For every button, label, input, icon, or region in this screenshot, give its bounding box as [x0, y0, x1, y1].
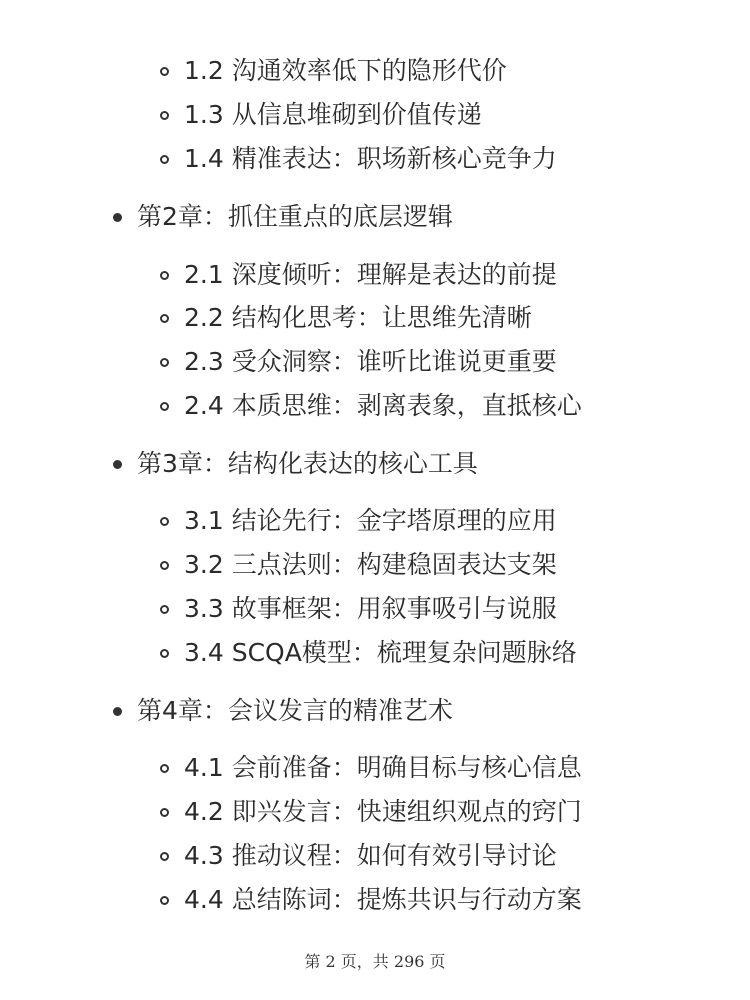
toc-item-4-1 — [160, 753, 582, 783]
toc-item-label: 1.2 沟通效率低下的隐形代价 — [184, 56, 507, 85]
toc-item-1-4 — [160, 144, 557, 174]
hollow-bullet-icon — [160, 517, 169, 526]
toc-item-4-2 — [160, 797, 582, 827]
toc-chapter-2 — [113, 202, 453, 232]
toc-item-4-3 — [160, 841, 557, 871]
hollow-bullet-icon — [160, 649, 169, 658]
hollow-bullet-icon — [160, 808, 169, 817]
toc-item-label: 2.1 深度倾听：理解是表达的前提 — [184, 260, 557, 289]
toc-item-label: 3.1 结论先行：金字塔原理的应用 — [184, 506, 557, 535]
toc-item-1-2 — [160, 56, 507, 86]
hollow-bullet-icon — [160, 896, 169, 905]
hollow-bullet-icon — [160, 314, 169, 323]
page-number-footer: 第 2 页，共 296 页 — [304, 952, 446, 971]
toc-item-label: 4.4 总结陈词：提炼共识与行动方案 — [184, 885, 582, 914]
toc-item-2-3 — [160, 347, 557, 377]
toc-item-label: 2.3 受众洞察：谁听比谁说更重要 — [184, 347, 557, 376]
toc-item-3-4 — [160, 638, 577, 668]
toc-item-3-1 — [160, 506, 557, 536]
toc-chapter-label: 第2章：抓住重点的底层逻辑 — [137, 202, 453, 231]
hollow-bullet-icon — [160, 764, 169, 773]
toc-item-4-4 — [160, 885, 582, 915]
hollow-bullet-icon — [160, 67, 169, 76]
toc-item-label: 2.4 本质思维：剥离表象，直抵核心 — [184, 391, 582, 420]
toc-item-label: 1.3 从信息堆砌到价值传递 — [184, 100, 482, 129]
toc-item-2-2 — [160, 303, 532, 333]
toc-item-label: 1.4 精准表达：职场新核心竞争力 — [184, 144, 557, 173]
toc-item-2-1 — [160, 260, 557, 290]
hollow-bullet-icon — [160, 852, 169, 861]
toc-item-label: 4.3 推动议程：如何有效引导讨论 — [184, 841, 557, 870]
toc-item-2-4 — [160, 391, 582, 421]
toc-item-1-3 — [160, 100, 482, 130]
hollow-bullet-icon — [160, 402, 169, 411]
hollow-bullet-icon — [160, 111, 169, 120]
hollow-bullet-icon — [160, 155, 169, 164]
toc-chapter-3 — [113, 449, 478, 479]
hollow-bullet-icon — [160, 271, 169, 280]
toc-item-label: 3.2 三点法则：构建稳固表达支架 — [184, 550, 557, 579]
solid-bullet-icon — [113, 213, 122, 222]
hollow-bullet-icon — [160, 561, 169, 570]
toc-item-3-3 — [160, 594, 557, 624]
toc-chapter-4 — [113, 696, 453, 726]
toc-chapter-label: 第3章：结构化表达的核心工具 — [137, 449, 478, 478]
toc-item-label: 4.2 即兴发言：快速组织观点的窍门 — [184, 797, 582, 826]
toc-chapter-label: 第4章：会议发言的精准艺术 — [137, 696, 453, 725]
toc-item-label: 4.1 会前准备：明确目标与核心信息 — [184, 753, 582, 782]
toc-item-label: 3.3 故事框架：用叙事吸引与说服 — [184, 594, 557, 623]
toc-item-label: 3.4 SCQA模型：梳理复杂问题脉络 — [184, 638, 577, 667]
solid-bullet-icon — [113, 707, 122, 716]
toc-item-3-2 — [160, 550, 557, 580]
hollow-bullet-icon — [160, 605, 169, 614]
solid-bullet-icon — [113, 460, 122, 469]
hollow-bullet-icon — [160, 358, 169, 367]
toc-item-label: 2.2 结构化思考：让思维先清晰 — [184, 303, 532, 332]
